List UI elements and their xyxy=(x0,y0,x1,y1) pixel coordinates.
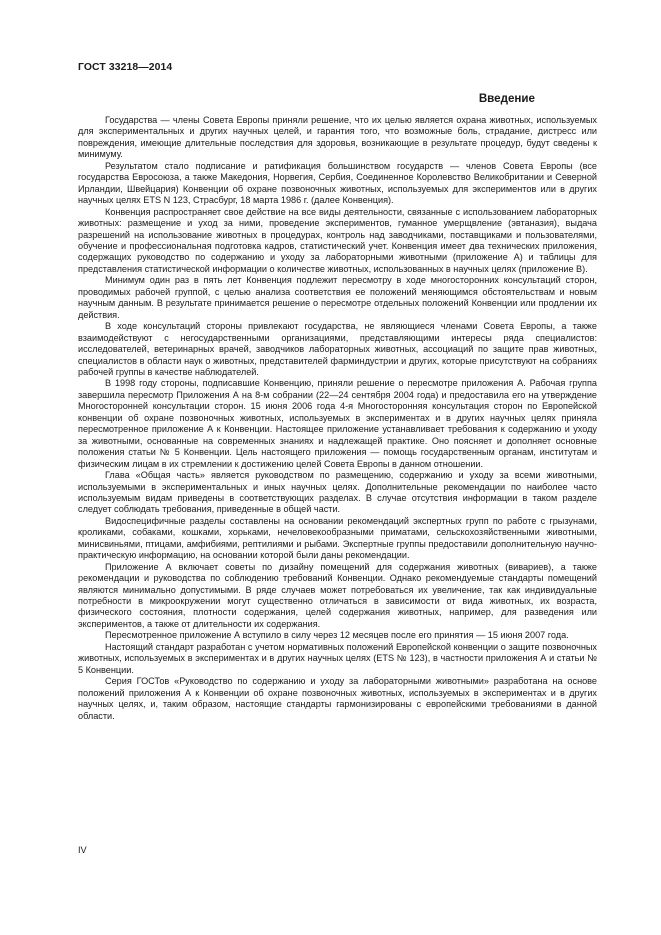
page-number: IV xyxy=(78,845,87,855)
paragraph-6: В 1998 году стороны, подписавшие Конвенцию, приняли решение о пересмотре приложения А. Рабочая группа завершила пересмотр Приложения А на 8-м собрании (22—24 сентября 2004 года) и предоставила его на утверждение Многосторонней консультации сторон. 15 июня 2006 года 4-я Многосторонняя консультация сторон по Европейской конвенции об охране позвоночных животных, используемых в экспериментах и в других научных целях приняла пересмотренное приложение А к Конвенции. Настоящее приложение устанавливает требования к содержанию и уходу за животными, основанные на современных знаниях и надлежащей практике. Оно поясняет и дополняет основные положения статьи № 5 Конвенции. Цель настоящего приложения — помощь государственным органам, институтам и физическим лицам в их стремлении к достижению целей Совета Европы в данном отношении. xyxy=(78,378,597,469)
paragraph-12: Серия ГОСТов «Руководство по содержанию и уходу за лабораторными животными» разработана на основе положений приложения А к Конвенции об охране позвоночных животных, используемых в экспериментах и в других научных целях, и, таким образом, настоящие стандарты гармонизированы с европейскими требованиями в данной области. xyxy=(78,676,597,721)
section-title: Введение xyxy=(478,92,535,105)
paragraph-10: Пересмотренное приложение А вступило в силу через 12 месяцев после его принятия — 15 июня 2007 года. xyxy=(105,630,569,641)
paragraph-7: Глава «Общая часть» является руководством по размещению, содержанию и уходу за всеми животными, используемыми в экспериментальных и иных научных целях. Дополнительные рекомендации по наиболее часто используемым видам приведены в соответствующих разделах. В случае отсутствия информации в таком разделе следует соблюдать требования, приведенные в общей части. xyxy=(78,470,597,515)
introduction-body xyxy=(78,115,597,722)
document-code-header: ГОСТ 33218—2014 xyxy=(78,62,173,73)
paragraph-5: В ходе консультаций стороны привлекают государства, не являющиеся членами Совета Европы, а также взаимодействуют с негосударственными организациями, представляющими интересы ряда специалистов: исследователей, ветеринарных врачей, заводчиков лабораторных животных, ассоциаций по защите прав животных, специалистов в области наук о животных, представителей фарминдустрии и других, которые присутствуют на собраниях рабочей группы в качестве наблюдателей. xyxy=(78,321,597,377)
section-title-wrapper xyxy=(78,92,597,105)
paragraph-1: Государства — члены Совета Европы приняли решение, что их целью является охрана животных, используемых для экспериментальных и других научных целей, и гарантия того, что возможные боль, страдание, дистресс или повреждения, имеющие длительные последствия для здоровья, возникающие в результате процедур, будут сведены к минимуму. xyxy=(78,115,597,160)
paragraph-8: Видоспецифичные разделы составлены на основании рекомендаций экспертных групп по работе с грызунами, кроликами, собаками, кошками, хорьками, нечеловекообразными приматами, сельскохозяйственными животными, минисвиньями, птицами, амфибиями, рептилиями и рыбами. Экспертные группы предоставили дополнительную научно-практическую информацию, на основании которой были даны рекомендации. xyxy=(78,515,597,561)
paragraph-4: Минимум один раз в пять лет Конвенция подлежит пересмотру в ходе многосторонних консультаций сторон, проводимых рабочей группой, с целью анализа соответствия ее положений меняющимся обстоятельствам и новым научным данным. В результате принимается решение о пересмотре отдельных положений Конвенции или продлении их действия. xyxy=(78,275,597,320)
paragraph-3: Конвенция распространяет свое действие на все виды деятельности, связанные с использованием лабораторных животных: размещение и уход за ними, проведение экспериментов, гуманное умерщвление (эвтаназия), выдача разрешений на использование животных в процедурах, контроль над заводчиками, поставщиками и пользователями, обучение и профессиональная подготовка кадров, статистический учет. Конвенция имеет два технических приложения, содержащих руководство по содержанию и уходу за лабораторными животными (приложение А) и таблицы для представления статистической информации о количестве животных, использованных в научных целях (приложение В). xyxy=(78,206,597,274)
paragraph-9: Приложение А включает советы по дизайну помещений для содержания животных (вивариев), а также рекомендации и руководства по соблюдению требований Конвенции. Однако рекомендуемые стандарты помещений являются минимально допустимыми. В ряде случаев может потребоваться их увеличение, так как индивидуальные потребности в микроокружении могут существенно отличаться в зависимости от вида животных, их возраста, физического состояния, плотности содержания, целей содержания животных, например, для разведения или экспериментов, а также от длительности их содержания. xyxy=(78,561,597,629)
paragraph-2: Результатом стало подписание и ратификация большинством государств — членов Совета Европы (все государства Евросоюза, а также Македония, Норвегия, Сербия, Соединенное Королевство Великобритании и Северной Ирландии, Швейцария) Конвенции об охране позвоночных животных, используемых для экспериментов или в других научных целях ETS N 123, Страсбург, 18 марта 1986 г. (далее Конвенция). xyxy=(78,160,597,206)
paragraph-11: Настоящий стандарт разработан с учетом нормативных положений Европейской конвенции о защите позвоночных животных, используемых в экспериментах и в других научных целях (ETS № 123), в частности приложения А и статьи № 5 Конвенции. xyxy=(78,641,597,675)
